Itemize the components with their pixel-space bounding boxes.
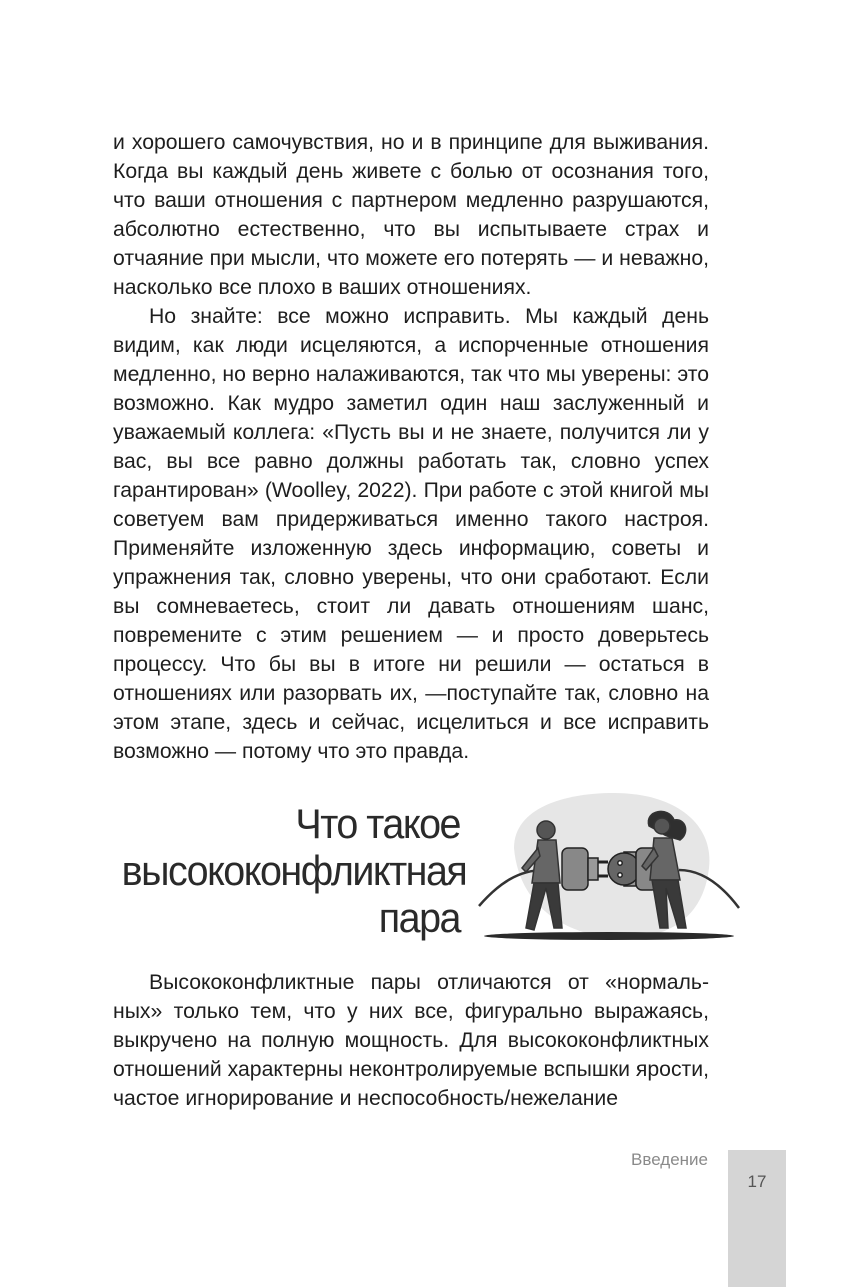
page-number-tab <box>728 1150 786 1287</box>
section-heading-line-1: Что такое <box>295 800 460 847</box>
ground-shadow <box>484 932 734 940</box>
body-text-top <box>113 128 709 766</box>
section-heading <box>121 800 467 941</box>
section-heading-line-2: высококонфликтная <box>121 847 467 894</box>
paragraph-1: и хорошего самочувствия, но и в принципе для выживания. Когда вы каждый день живете с болью от осознания того, что ваши отношения с партнером медленно разрушаются, абсолютно естественно, что вы испытываете страх и отчаяние при мысли, что можете его потерять — и неважно, насколько все плохо в ваших отношениях. <box>113 131 709 299</box>
section-heading-line-3: пара <box>378 894 460 941</box>
body-text-bottom <box>113 968 709 1113</box>
page-number: 17 <box>747 1172 767 1191</box>
paragraph-2: Но знайте: все можно исправить. Мы каждый день видим, как люди исцеляются, а испорченные отношения медленно, но верно налаживаются, так что мы уверены: это возможно. Как мудро заметил один наш заслуженный и уважаемый коллега: «Пусть вы и не знаете, получится ли у вас, вы все равно должны работать так, словно успех гарантирован» (Woolley, 2022). При работе с этой книгой мы советуем вам придерживаться именно такого настроя. Применяйте изложенную здесь информацию, советы и упражнения так, словно уверены, что они сработают. Если вы сомневаетесь, стоит ли давать отношениям шанс, повремените с этим решением — и просто доверьтесь процессу. Что бы вы в итоге ни решили — остаться в отношениях или разорвать их, —поступайте так, словно на этом этапе, здесь и сейчас, исцелиться и все исправить возможно — потому что это правда. <box>113 305 709 763</box>
paragraph-3: Высококонфликтные пары отличаются от «нормальных» только тем, что у них все, фигурально выражаясь, выкручено на полную мощность. Для высококонфликтных отношений характерны неконтролируемые вспышки ярости, частое игнорирование и неспособность/нежелание <box>113 971 709 1110</box>
running-head: Введение <box>631 1150 708 1169</box>
couple-plug-illustration <box>474 788 744 948</box>
